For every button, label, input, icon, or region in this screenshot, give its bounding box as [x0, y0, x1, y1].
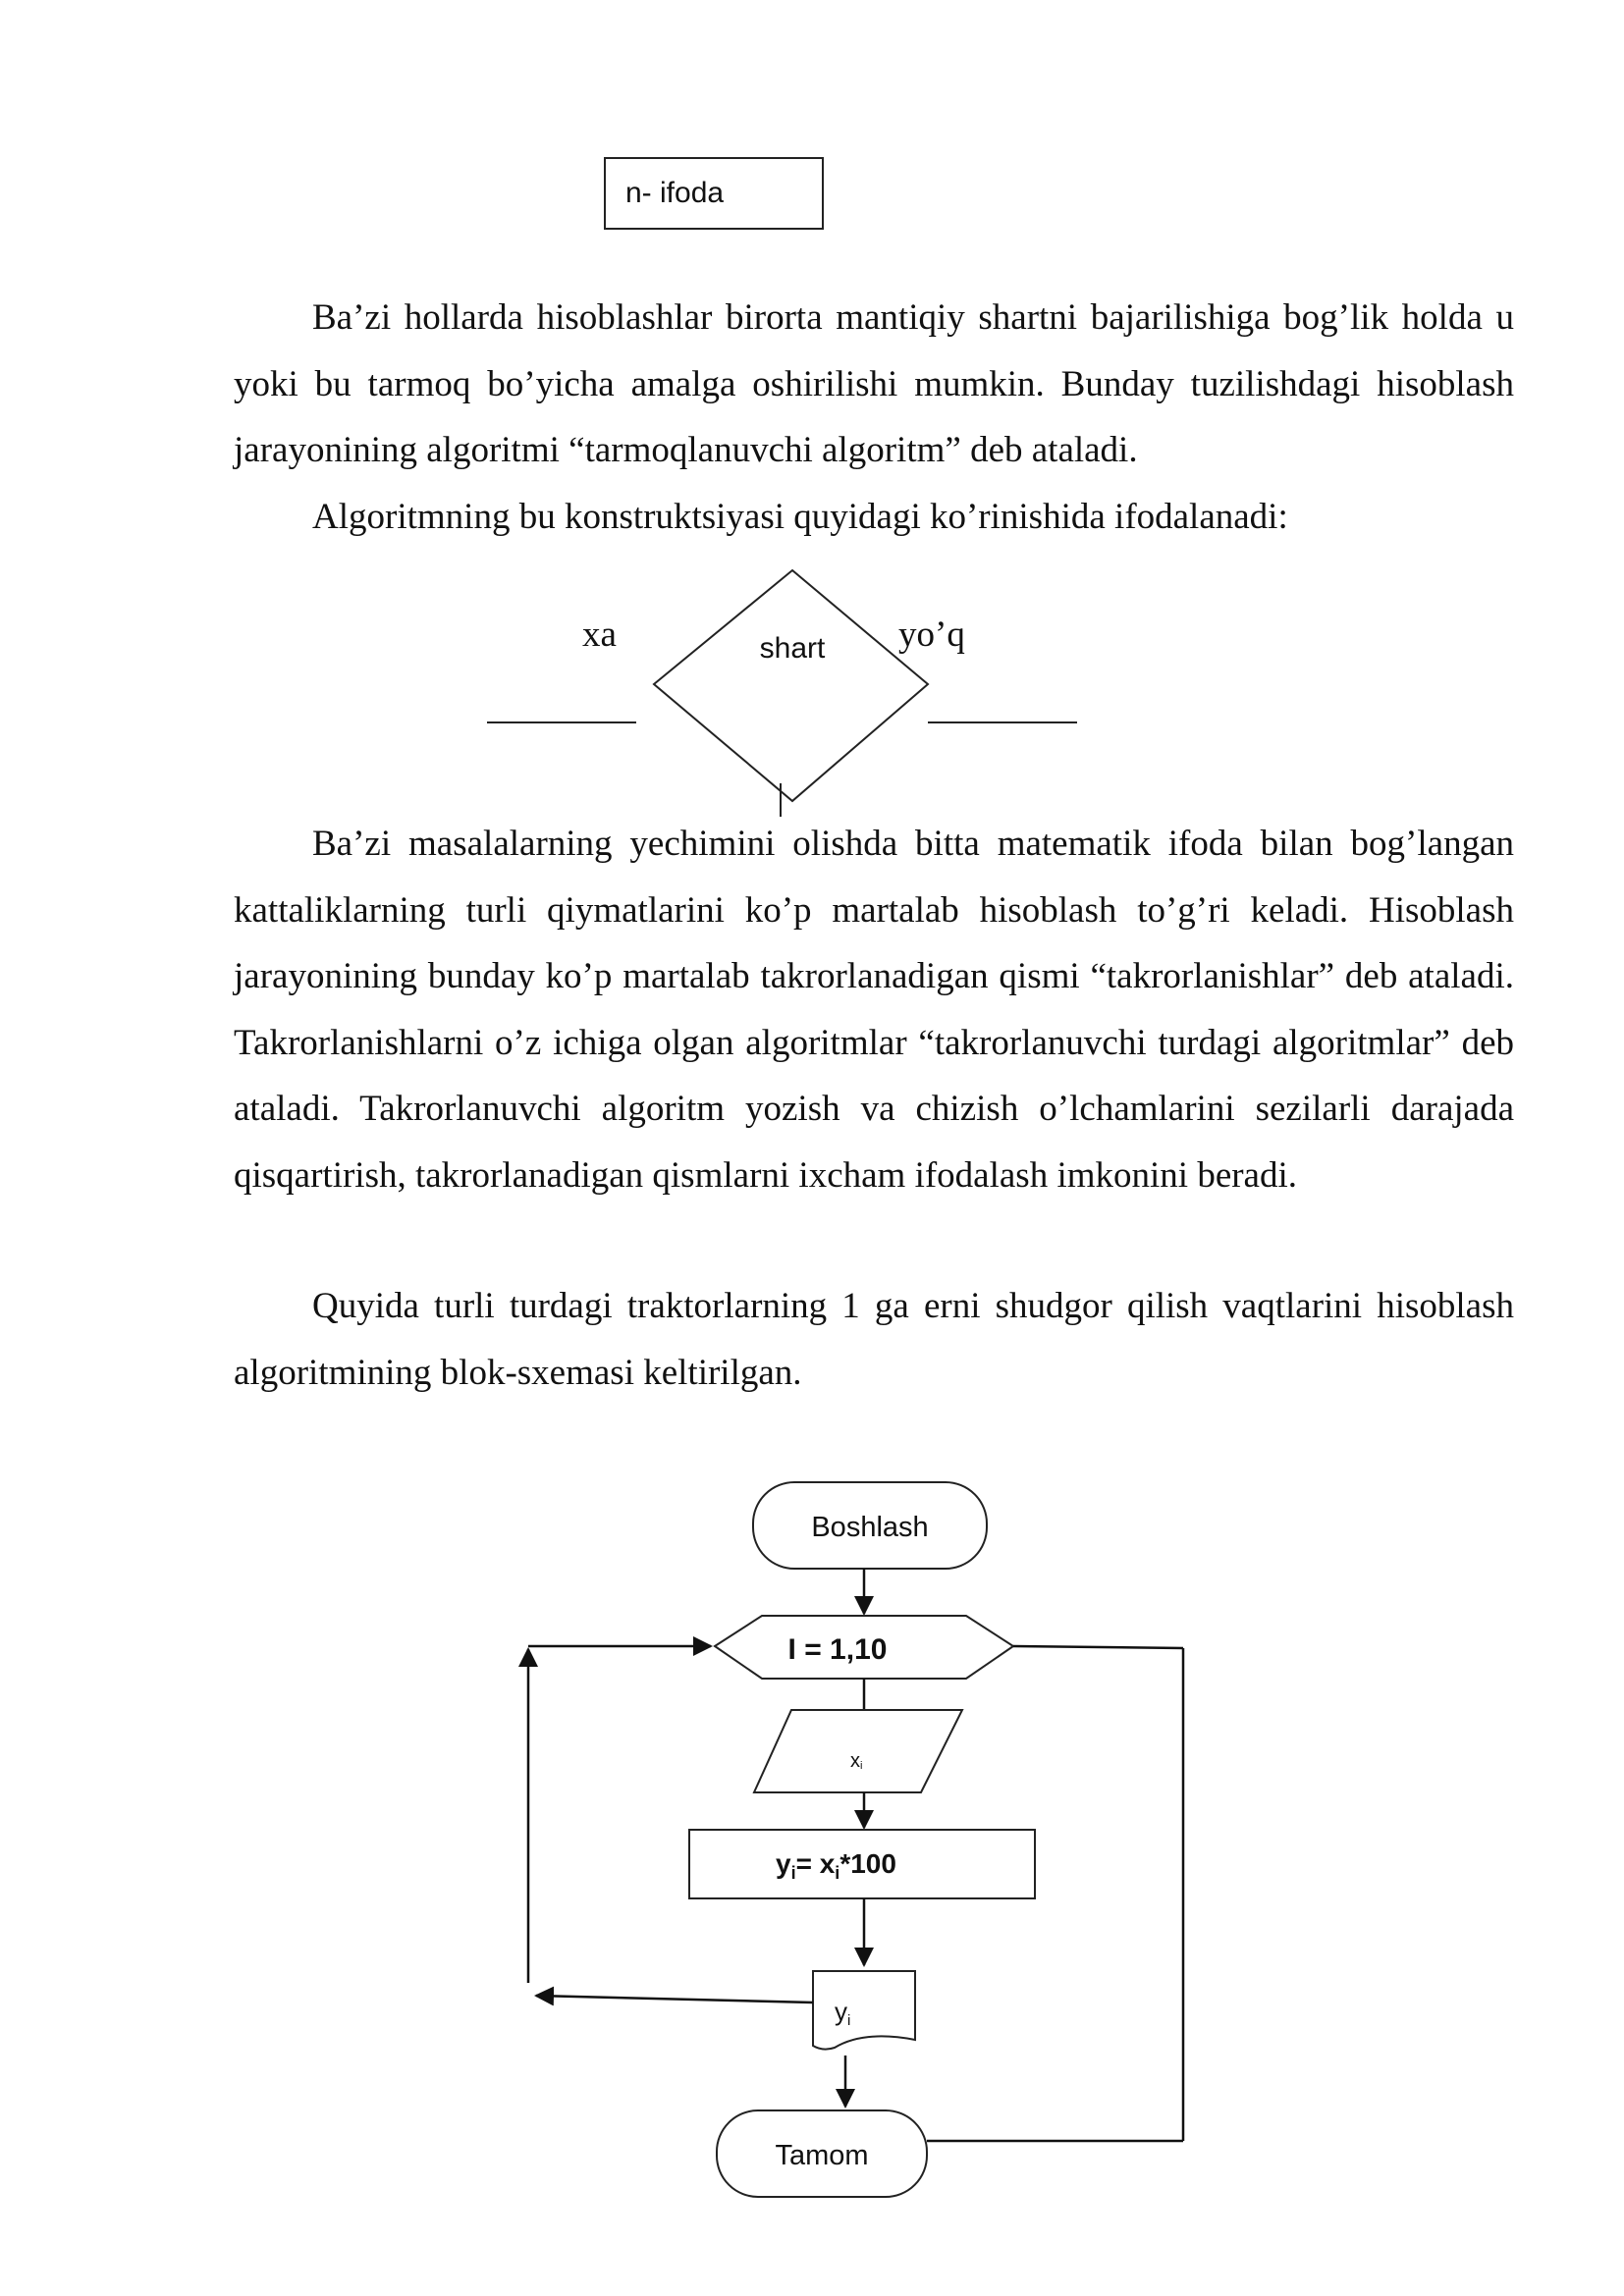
condition-diamond [654, 570, 928, 801]
paragraph-loops: Ba’zi masalalarning yechimini olishda bitta matematik ifoda bilan bog’langan kattaliklarning turli qiymatlarini ko’p martalab hisoblash to’g’ri keladi. Hisoblash jarayonining bunday ko’p martalab takrorlanadigan qismi “takrorlanishlar” deb ataladi. Takrorlanishlarni o’z ichiga olgan algoritmlar “takrorlanuvchi turdagi algoritmlar” deb ataladi. Takrorlanuvchi algoritm yozish va chizish o’lchamlarini sezilarli darajada qisqartirish, takrorlanadigan qismlarni ixcham ifodalash imkonini beradi. [234, 824, 1514, 1196]
start-label: Boshlash [811, 1512, 929, 1543]
loopback-from-output [536, 1996, 813, 2002]
end-label: Tamom [775, 2140, 869, 2171]
loop-label: I = 1,10 [787, 1633, 888, 1666]
loop-flowchart [0, 1453, 1624, 2218]
no-label: yo’q [898, 614, 965, 655]
condition-diagram [471, 560, 1100, 825]
output-label: yi [835, 1997, 851, 2029]
output-document [813, 1971, 915, 2050]
yes-label: xa [582, 614, 617, 655]
paragraph-construct: Algoritmning bu konstruktsiyasi quyidagi ko’rinishida ifodalanadi: [312, 497, 1288, 537]
paragraph-flowchart-intro: Quyida turli turdagi traktorlarning 1 ga erni shudgor qilish vaqtlarini hisoblash algoritmining blok-sxemasi keltirilgan. [234, 1286, 1514, 1393]
input-label: xi [850, 1750, 863, 1772]
process-label: $y_i= x_i*100$ [776, 1848, 896, 1883]
exit-from-loop [1013, 1646, 1183, 1648]
paragraph-branching: Ba’zi hollarda hisoblashlar birorta mantiqiy shartni bajarilishiga bog’lik holda u yoki bu tarmoq bo’yicha amalga oshirilishi mumkin. Bunday tuzilishdagi hisoblash jarayonining algoritmi “tarmoqlanuvchi algoritm” deb ataladi. [234, 297, 1514, 470]
expression-block: n- ifoda [604, 157, 824, 230]
condition-label: shart [759, 632, 826, 665]
